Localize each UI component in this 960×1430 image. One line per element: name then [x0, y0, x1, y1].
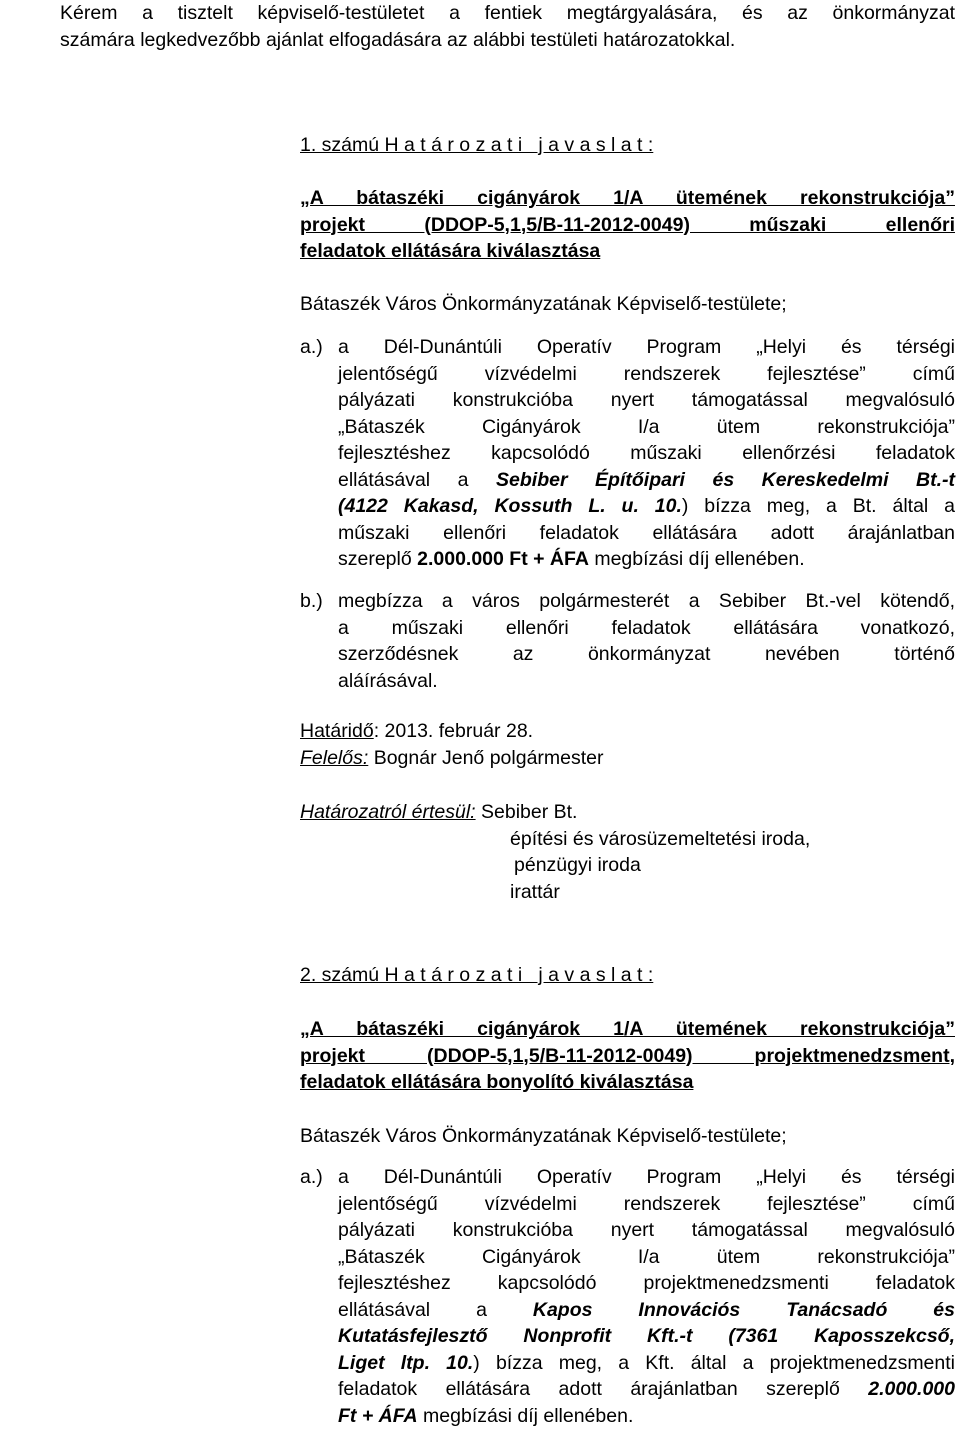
responsible-value: Bognár Jenő polgármester — [368, 747, 604, 769]
resolution-1-deadline — [300, 718, 955, 745]
resolution-2-title: „A bátaszéki cigányárok 1/A ütemének rekonstrukciója” projekt (DDOP-5,1,5/B-11-2012-0049) projektmenedzsment, feladatok ellátására bonyolító kiválasztása — [300, 1018, 955, 1093]
fee-amount: 2.000.000 Ft + ÁFA — [417, 548, 589, 570]
contractor-address: (4122 Kakasd, Kossuth L. u. 10. — [338, 495, 682, 517]
responsible-label: Felelős: — [300, 747, 369, 769]
notify-list — [514, 852, 641, 879]
point-label: b.) — [300, 590, 323, 612]
notify-label: Határozatról értesül: — [300, 801, 476, 823]
resolution-1-point-b: b.) megbízza a város polgármesterét a Sebiber Bt.-vel kötendő, a műszaki ellenőri feladatok ellátására vonatkozó, szerződésnek az önkormányzat nevében történő aláírásával. — [300, 588, 955, 694]
contractor-name: Kutatásfejlesztő Nonprofit Kft.-t (7361 Kaposszekcső, — [338, 1325, 955, 1347]
intro-paragraph — [60, 0, 955, 53]
resolution-2-body-intro: Bátaszék Város Önkormányzatának Képviselő-testülete; — [300, 1125, 787, 1147]
intro-line: számára legkedvezőbb ajánlat elfogadására az alábbi testületi határozatokkal. — [60, 28, 736, 51]
fee-amount: Ft + ÁFA — [338, 1404, 418, 1427]
notify-list — [510, 879, 560, 906]
point-label: a.) — [300, 1166, 323, 1188]
contractor-name: Kapos Innovációs Tanácsadó és — [532, 1298, 955, 1321]
fee-amount: 2.000.000 — [868, 1378, 955, 1400]
resolution-1-title: „A bátaszéki cigányárok 1/A ütemének rekonstrukciója” projekt (DDOP-5,1,5/B-11-2012-0049) műszaki ellenőri feladatok ellátására kiválasztása — [300, 187, 955, 262]
resolution-1-heading: 1. számú H a t á r o z a t i j a v a s l a t : — [300, 134, 654, 156]
notify-recipient: pénzügyi iroda — [514, 854, 641, 876]
notify-list — [510, 826, 810, 853]
intro-line: Kérem a tisztelt képviselő-testületet a fentiek megtárgyalására, és az önkormányzat — [60, 2, 955, 24]
resolution-2-heading: 2. számú H a t á r o z a t i j a v a s l a t : — [300, 964, 654, 986]
notify-recipient: építési és városüzemeltetési iroda, — [510, 828, 811, 850]
deadline-label: Határidő — [300, 720, 374, 742]
contractor-address: Liget ltp. 10. — [338, 1351, 474, 1374]
contractor-name: Sebiber Építőipari és Kereskedelmi Bt.-t — [496, 468, 955, 491]
resolution-1-point-a: a.) a Dél-Dunántúli Operatív Program „Helyi és térségi jelentőségű vízvédelmi rendszerek fejlesztése” című pályázati konstrukcióba nyert támogatással megvalósuló „Bátaszék Cigányárok I/a ütem rekonstrukciója” fejlesztéshez kapcsolódó műszaki ellenőrzési feladatok ellátásával a Sebiber Építőipari és Kereskedelmi Bt.-t (4122 Kakasd, Kossuth L. u. 10.) bízza meg, a Bt. által a műszaki ellenőri feladatok ellátására adott árajánlatban szereplő 2.000.000 Ft + ÁFA megbízási díj ellenében. — [300, 334, 955, 573]
notify-recipient: Sebiber Bt. — [475, 801, 578, 823]
resolution-1-notify — [300, 799, 955, 826]
deadline-value: : 2013. február 28. — [373, 720, 534, 742]
resolution-2-point-a: a.) a Dél-Dunántúli Operatív Program „Helyi és térségi jelentőségű vízvédelmi rendszerek fejlesztése” című pályázati konstrukcióba nyert támogatással megvalósuló „Bátaszék Cigányárok I/a ütem rekonstrukciója” fejlesztéshez kapcsolódó projektmenedzsmenti feladatok ellátásával a Kapos Innovációs Tanácsadó és Kutatásfejlesztő Nonprofit Kft.-t (7361 Kaposszekcső, Liget ltp. 10.) bízza meg, a Kft. által a projektmenedzsmenti feladatok ellátására adott árajánlatban szereplő 2.000.000 Ft + ÁFA megbízási díj ellenében. — [300, 1164, 955, 1429]
notify-recipient: irattár — [510, 881, 560, 903]
resolution-1-responsible — [300, 745, 955, 772]
resolution-1-body-intro: Bátaszék Város Önkormányzatának Képviselő-testülete; — [300, 293, 787, 315]
point-label: a.) — [300, 336, 323, 358]
